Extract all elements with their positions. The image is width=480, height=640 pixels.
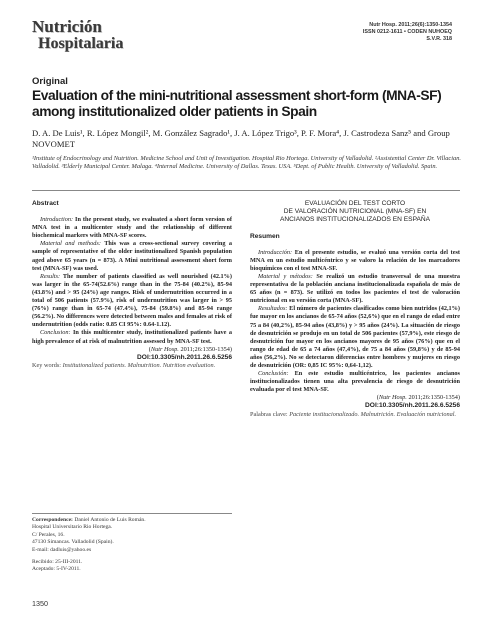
page-number: 1350 [32, 599, 48, 608]
resumen-body [250, 249, 460, 395]
logo-line-2: Hospitalaria [38, 35, 124, 52]
affiliations: ¹Institute of Endocrinology and Nutrition. Medicine School and Unit of Investigation. Hospital Rio Hortega. University of Valladolid. ²Assistential Center Dr. Villacian. Valladolid. ³Elderly Municipal Center. Malaga. ⁴Internal Medicine. University of Dallas. Texas. USA. ⁵Dept. of Public Health. University of Valladolid. Spain. [32, 155, 462, 171]
journal-svr: S.V.R. 318 [426, 36, 452, 43]
correspondence-line: 47130 Simancas. Valladolid (Spain). [32, 539, 114, 546]
abstract-methods: Material and methods: This was a cross-sectional survey covering a sample of representative of the older institutionalized Spanish population aged above 65 years (n = 873). A Mini nutritional assessment short form test (MNA-SF) was used. [32, 240, 232, 272]
logo-line-1: Nutrición [32, 17, 102, 36]
accepted-date: Aceptado: 5-IV-2011. [32, 566, 81, 573]
spanish-title: EVALUACIÓN DEL TEST CORTO DE VALORACIÓN NUTRICIONAL (MNA-SF) EN ANCIANOS INSTITUCIONALIZADOS EN ESPAÑA [279, 200, 431, 224]
correspondence-name: Correspondence: Daniel Antonio de Luis Román. [32, 517, 146, 523]
correspondence-line: Hospital Universitario Rio Hortega. [32, 524, 113, 531]
abstract-spanish [250, 200, 460, 419]
resumen-heading: Resumen [250, 232, 280, 240]
journal-logo [32, 18, 124, 64]
abstract-body [32, 216, 232, 346]
journal-info [363, 22, 452, 44]
author-list: D. A. De Luis¹, R. López Mongil², M. González Sagrado¹, J. A. López Trigo³, P. F. Mora⁴, J. Castrodeza Sanz⁵ and Group NOVOMET [32, 128, 450, 149]
abstract-heading: Abstract [32, 200, 59, 207]
resumen-citation: (Nutr Hosp. 2011;26:1350-1354) [376, 394, 460, 402]
resumen-conclusion: Conclusión: En este estudio multicéntrico, los pacientes ancianos institucionalizados tienen una alta prevalencia de riesgo de desnutrición evaluada por el test MNA-SF. [250, 370, 460, 394]
abstract-intro: Introduction: In the present study, we evaluated a short form version of MNA test in a multicenter study and the relationship of different biochemical markers with MNA-SF scores. [32, 216, 232, 240]
resumen-results: Resultados: El número de pacientes clasificados como bien nutridos (42,1%) fue mayor en los ancianos de 65-74 años (52,6%) que en el rango de edad entre 75 a 84 (40,2%), 85-94 años (43,8%) y > 95 años (24%). La situación de riesgo de desnutrición se produjo en un total de 506 pacientes (57,9%), este riesgo de desnutrición fue mayor en los ancianos mayores de 95 años (76%) que en el rango de edad de 65 a 74 años (47,4%), de 75 a 84 años (59,8%) y de 85-94 años (56,2%). No se detectaron diferencias entre hombres y mujeres en riesgo de desnutrición (OR: 0,85 IC 95%: 0,64-1,12). [250, 305, 460, 370]
journal-issn: ISSN 0212-1611 • CODEN NUHOEQ [362, 29, 452, 36]
received-date: Recibido: 25-III-2011. [32, 559, 83, 566]
resumen-doi[interactable]: DOI:10.3305/nh.2011.26.6.5256 [365, 402, 460, 410]
keywords: Key words: Institutionalized patients. Malnutrition. Nutrition evaluation. [32, 361, 216, 369]
section-label: Original [32, 76, 68, 87]
abstract-results: Results: The number of patients classified as well nourished (42.1%) was larger in the 65-74(52.6%) range than in the 75-84 (40.2%), 85-94 (43.8%) and > 95 (24%) age ranges. Risk of undernutrition occurred in a total of 506 patients (57.9%), risk of undernutrition was larger in > 95 (76%) range than in 65-74 (47.4%), 75-84 (59.8%) and 85-94 range (56.2%). No differences were detected between males and females at risk of undernutrition (odds ratio: 0.85 CI 95%: 0.64-1.12). [32, 272, 232, 329]
article-title: Evaluation of the mini-nutritional assessment short-form (MNA-SF) among institutionalized older patients in Spain [32, 88, 442, 119]
footnote-divider [32, 513, 232, 514]
correspondence-block [32, 517, 232, 574]
correspondence-line: C/ Perales, 16. [32, 531, 65, 538]
abstract-conclusion: Conclusion: In this multicenter study, institutionalized patients have a high prevalence of at risk of malnutrition assessed by MNA-SF test. [32, 329, 232, 345]
abstract-english [32, 200, 232, 370]
journal-citation: Nutr Hosp. 2011;26(6):1350-1354 [369, 22, 452, 28]
palabras-clave: Palabras clave: Paciente institucionalizado. Malnutrición. Evaluación nutricional. [250, 410, 457, 418]
top-divider [32, 190, 460, 191]
correspondence-email[interactable]: E-mail: dadluis@yahoo.es [32, 546, 92, 553]
resumen-methods: Material y métodos: Se realizó un estudio transversal de una muestra representativa de la población anciana institucionalizada española de más de 65 años (n = 873). Se utilizó en todos los pacientes el test de valoración nutricional en su versión corta (MNA-SF). [250, 272, 460, 305]
abstract-doi[interactable]: DOI:10.3305/nh.2011.26.6.5256 [137, 353, 232, 361]
resumen-intro: Introducción: En el presente estudio, se evaluó una versión corta del test MNA en un estudio multicéntrico y se valoro la relación de los marcadores bioquímicos con el test MNA-SF. [250, 248, 460, 272]
abstract-citation: (Nutr Hosp. 2011;26:1350-1354) [148, 345, 232, 353]
